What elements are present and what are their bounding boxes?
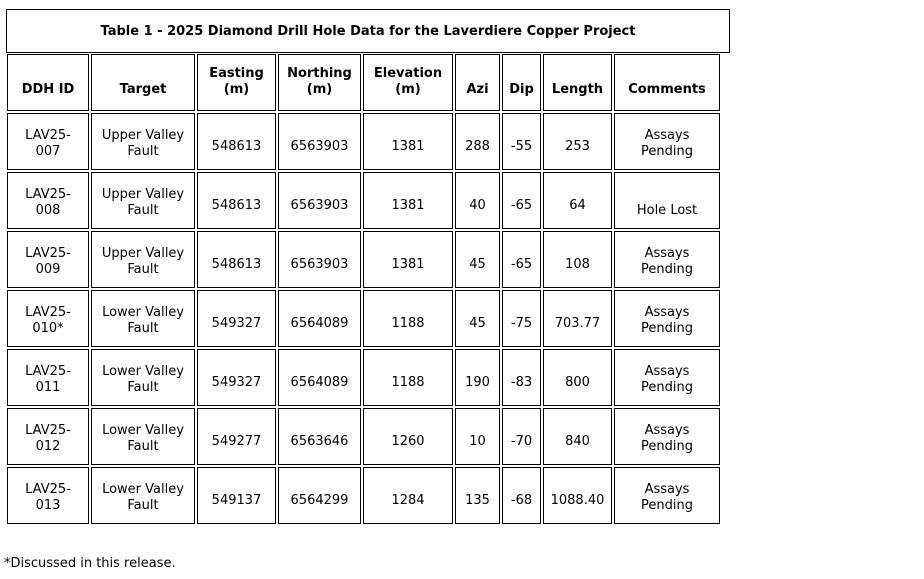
ddh-id-part2: 007 [35, 144, 61, 159]
drill-hole-table [5, 52, 722, 526]
target-part2: Fault [127, 203, 159, 218]
cell-azi: 288 [455, 113, 500, 170]
cell-northing: 6563903 [278, 172, 361, 229]
cell-target [91, 172, 195, 229]
header-dip: Dip [502, 54, 541, 111]
cell-easting: 549137 [197, 467, 276, 524]
cell-azi: 10 [455, 408, 500, 465]
table-row [7, 349, 720, 406]
target-part2: Fault [127, 380, 159, 395]
cell-easting: 548613 [197, 172, 276, 229]
comments-part2: Hole Lost [636, 203, 698, 218]
ddh-id-part1: LAV25- [25, 246, 71, 261]
header-target: Target [91, 54, 195, 111]
cell-dip: -83 [502, 349, 541, 406]
cell-elevation: 1260 [363, 408, 453, 465]
cell-dip: -65 [502, 231, 541, 288]
target-part1: Upper Valley [101, 187, 185, 202]
comments-part1: Assays [644, 423, 690, 438]
table-row [7, 408, 720, 465]
header-elevation-label: Elevation [373, 66, 443, 81]
cell-ddh-id [7, 113, 89, 170]
footnote: *Discussed in this release. [4, 556, 176, 571]
comments-part1: Assays [644, 482, 690, 497]
ddh-id-part2: 008 [35, 203, 61, 218]
ddh-id-part1: LAV25- [25, 482, 71, 497]
cell-comments [614, 113, 720, 170]
cell-easting: 549327 [197, 349, 276, 406]
cell-northing: 6563646 [278, 408, 361, 465]
cell-ddh-id [7, 290, 89, 347]
cell-elevation: 1188 [363, 349, 453, 406]
table-row [7, 290, 720, 347]
cell-ddh-id [7, 408, 89, 465]
cell-northing: 6564089 [278, 349, 361, 406]
header-northing-label: Northing [287, 66, 352, 81]
cell-length: 108 [543, 231, 612, 288]
cell-ddh-id [7, 349, 89, 406]
cell-elevation: 1381 [363, 113, 453, 170]
cell-ddh-id [7, 231, 89, 288]
ddh-id-part2: 011 [35, 380, 61, 395]
ddh-id-part1: LAV25- [25, 423, 71, 438]
ddh-id-part1: LAV25- [25, 305, 71, 320]
target-part1: Lower Valley [102, 305, 184, 320]
comments-part1: Assays [644, 305, 690, 320]
cell-dip: -65 [502, 172, 541, 229]
cell-easting: 548613 [197, 231, 276, 288]
header-comments: Comments [614, 54, 720, 111]
cell-length: 1088.40 [543, 467, 612, 524]
cell-elevation: 1381 [363, 172, 453, 229]
header-northing-unit: (m) [306, 82, 333, 97]
cell-target [91, 349, 195, 406]
cell-azi: 190 [455, 349, 500, 406]
ddh-id-part1: LAV25- [25, 128, 71, 143]
target-part2: Fault [127, 144, 159, 159]
cell-elevation: 1381 [363, 231, 453, 288]
cell-azi: 45 [455, 290, 500, 347]
header-easting-unit: (m) [223, 82, 250, 97]
target-part1: Lower Valley [102, 482, 184, 497]
comments-part1: Assays [644, 246, 690, 261]
ddh-id-part1: LAV25- [25, 364, 71, 379]
cell-dip: -75 [502, 290, 541, 347]
header-elevation-unit: (m) [395, 82, 421, 97]
ddh-id-part2: 012 [35, 439, 61, 454]
cell-easting: 549327 [197, 290, 276, 347]
cell-length: 703.77 [543, 290, 612, 347]
comments-part2: Pending [641, 380, 693, 395]
cell-dip: -68 [502, 467, 541, 524]
table-row [7, 231, 720, 288]
ddh-id-part2: 013 [35, 498, 61, 513]
header-northing [278, 54, 361, 111]
ddh-id-part1: LAV25- [25, 187, 71, 202]
comments-part1: Assays [644, 128, 690, 143]
cell-dip: -70 [502, 408, 541, 465]
target-part2: Fault [127, 439, 159, 454]
target-part1: Upper Valley [101, 246, 185, 261]
cell-comments [614, 408, 720, 465]
target-part1: Lower Valley [102, 364, 184, 379]
cell-northing: 6563903 [278, 113, 361, 170]
ddh-id-part2: 010* [32, 321, 64, 336]
cell-elevation: 1188 [363, 290, 453, 347]
table-row [7, 172, 720, 229]
cell-northing: 6564089 [278, 290, 361, 347]
header-easting-label: Easting [209, 66, 264, 81]
cell-comments [614, 467, 720, 524]
cell-northing: 6563903 [278, 231, 361, 288]
cell-easting: 548613 [197, 113, 276, 170]
header-ddh-id: DDH ID [7, 54, 89, 111]
cell-target [91, 231, 195, 288]
cell-azi: 40 [455, 172, 500, 229]
comments-part2: Pending [641, 439, 693, 454]
comments-part2: Pending [641, 262, 693, 277]
ddh-id-part2: 009 [35, 262, 61, 277]
header-azi: Azi [455, 54, 500, 111]
cell-length: 64 [543, 172, 612, 229]
comments-part2: Pending [641, 144, 693, 159]
cell-ddh-id [7, 467, 89, 524]
comments-part1: Assays [644, 364, 690, 379]
target-part2: Fault [127, 321, 159, 336]
cell-length: 253 [543, 113, 612, 170]
target-part2: Fault [127, 262, 159, 277]
header-elevation [363, 54, 453, 111]
header-length: Length [543, 54, 612, 111]
cell-ddh-id [7, 172, 89, 229]
cell-easting: 549277 [197, 408, 276, 465]
cell-comments [614, 231, 720, 288]
cell-comments [614, 172, 720, 229]
cell-azi: 45 [455, 231, 500, 288]
target-part1: Upper Valley [101, 128, 185, 143]
cell-length: 800 [543, 349, 612, 406]
cell-target [91, 467, 195, 524]
table-header-row [7, 54, 720, 111]
cell-dip: -55 [502, 113, 541, 170]
cell-length: 840 [543, 408, 612, 465]
cell-comments [614, 349, 720, 406]
cell-target [91, 408, 195, 465]
cell-azi: 135 [455, 467, 500, 524]
cell-target [91, 290, 195, 347]
comments-part2: Pending [641, 321, 693, 336]
table-row [7, 467, 720, 524]
comments-part2: Pending [641, 498, 693, 513]
table-title: Table 1 - 2025 Diamond Drill Hole Data for the Laverdiere Copper Project [6, 9, 730, 53]
table-row [7, 113, 720, 170]
cell-elevation: 1284 [363, 467, 453, 524]
target-part2: Fault [127, 498, 159, 513]
target-part1: Lower Valley [102, 423, 184, 438]
cell-comments [614, 290, 720, 347]
cell-northing: 6564299 [278, 467, 361, 524]
cell-target [91, 113, 195, 170]
header-easting [197, 54, 276, 111]
